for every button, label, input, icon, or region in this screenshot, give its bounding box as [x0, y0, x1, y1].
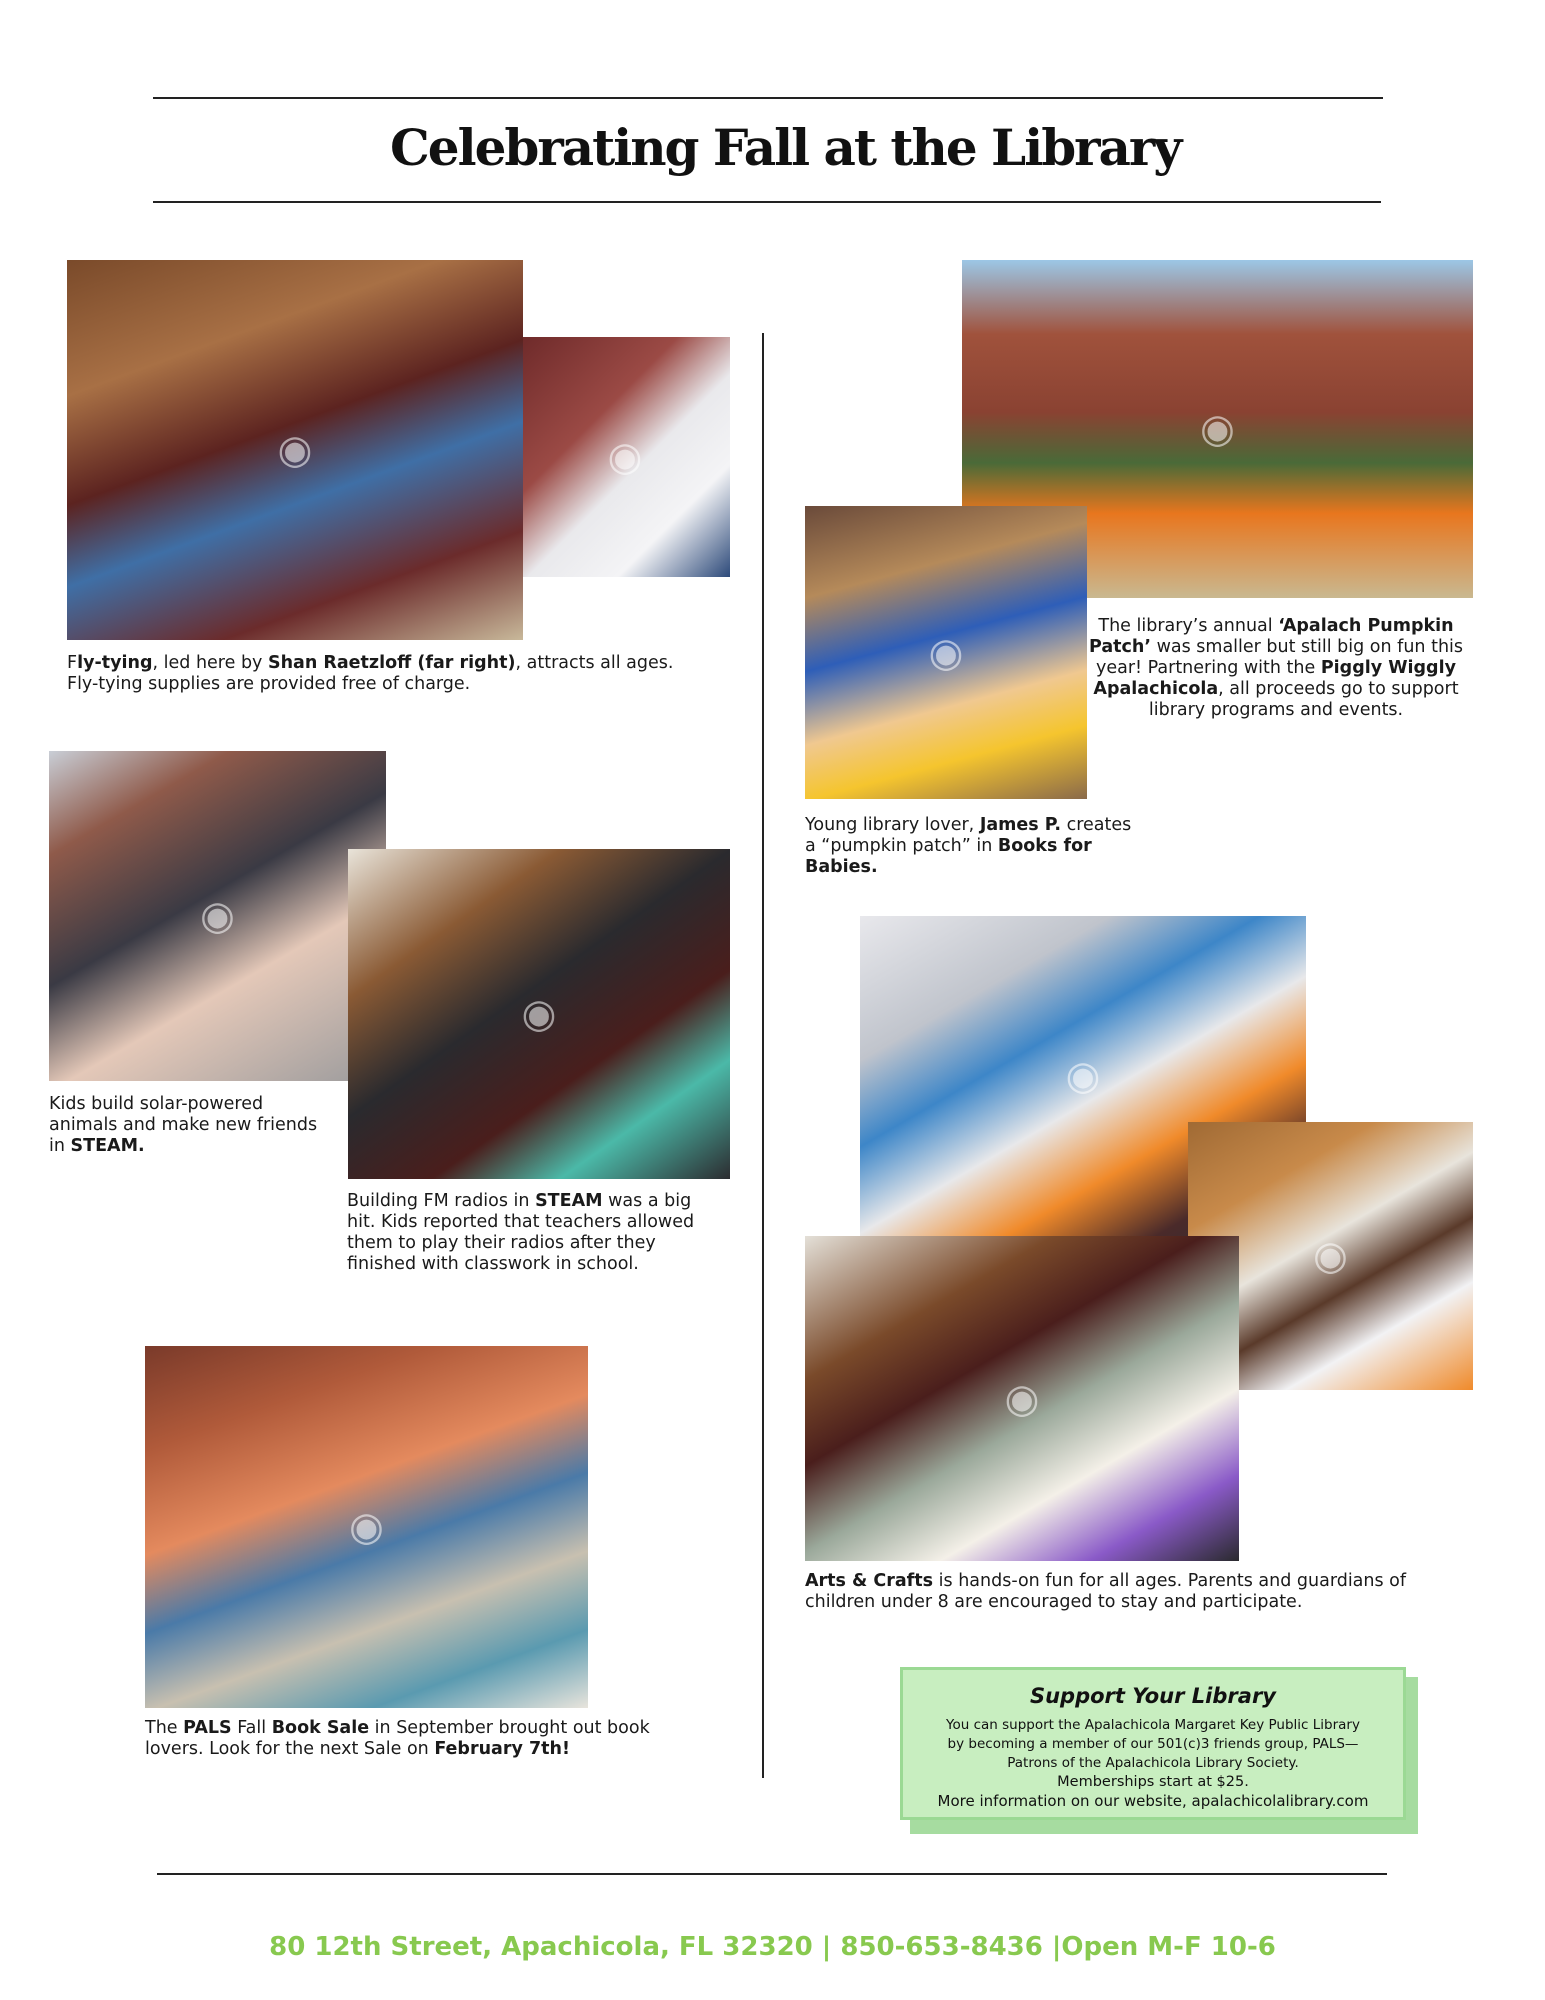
- support-your-library-box: [900, 1667, 1406, 1820]
- page-title: Celebrating Fall at the Library: [390, 118, 1181, 177]
- camera-icon: ◉: [1313, 1233, 1348, 1279]
- camera-icon: ◉: [1004, 1375, 1040, 1422]
- photo-fm-radios: [348, 849, 730, 1179]
- camera-icon: ◉: [1065, 1053, 1101, 1099]
- caption-fm-radios: Building FM radios in STEAM was a big hit. Kids reported that teachers allowed them to play their radios after they finished with classwork in school.: [347, 1191, 695, 1274]
- camera-icon: ◉: [928, 629, 964, 676]
- photo-arts-crafts-group: [805, 1236, 1239, 1561]
- photo-fly-tying-closeup: [520, 337, 730, 577]
- camera-icon: ◉: [200, 893, 235, 939]
- caption-fly-tying: Fly-tying, led here by Shan Raetzloff (far right), attracts all ages. Fly-tying supplies are provided free of charge.: [67, 653, 674, 694]
- top-rule-2: [153, 201, 1381, 203]
- camera-icon: ◉: [521, 991, 557, 1037]
- footer-contact: 80 12th Street, Apachicola, FL 32320 | 850-653-8436 |Open M-F 10-6: [269, 1932, 1276, 1962]
- camera-icon: ◉: [349, 1504, 384, 1550]
- bottom-rule: [157, 1873, 1387, 1875]
- caption-solar-animals: Kids build solar-powered animals and make new friends in STEAM.: [49, 1094, 318, 1156]
- caption-book-sale: The PALS Fall Book Sale in September brought out book lovers. Look for the next Sale on February 7th!: [145, 1718, 650, 1759]
- support-body: You can support the Apalachicola Margaret Key Public Library by becoming a member of our 501(c)3 friends group, PALS— Patrons of the Apalachicola Library Society. Memberships start at $25. More information on our website, apalachicolalibrary.com: [937, 1717, 1369, 1810]
- photo-book-sale: [145, 1346, 588, 1708]
- camera-icon: ◉: [607, 434, 643, 480]
- caption-arts-crafts: Arts & Crafts is hands-on fun for all ages. Parents and guardians of children under 8 are encouraged to stay and participate.: [805, 1571, 1407, 1612]
- caption-james: Young library lover, James P. creates a “pumpkin patch” in Books for Babies.: [805, 815, 1132, 877]
- top-rule-1: [153, 97, 1383, 99]
- camera-icon: ◉: [277, 427, 313, 473]
- photo-james-books-for-babies: [805, 506, 1087, 799]
- caption-pumpkin-patch: The library’s annual ‘Apalach Pumpkin Patch’ was smaller but still big on fun this year! Partnering with the Piggly Wiggly Apalachicola, all proceeds go to support library programs and events.: [1088, 616, 1464, 720]
- photo-solar-kids: [49, 751, 386, 1081]
- column-divider: [762, 333, 764, 1778]
- camera-icon: ◉: [1200, 406, 1235, 452]
- support-title: Support Your Library: [1029, 1684, 1276, 1708]
- photo-fly-tying-group: [67, 260, 523, 640]
